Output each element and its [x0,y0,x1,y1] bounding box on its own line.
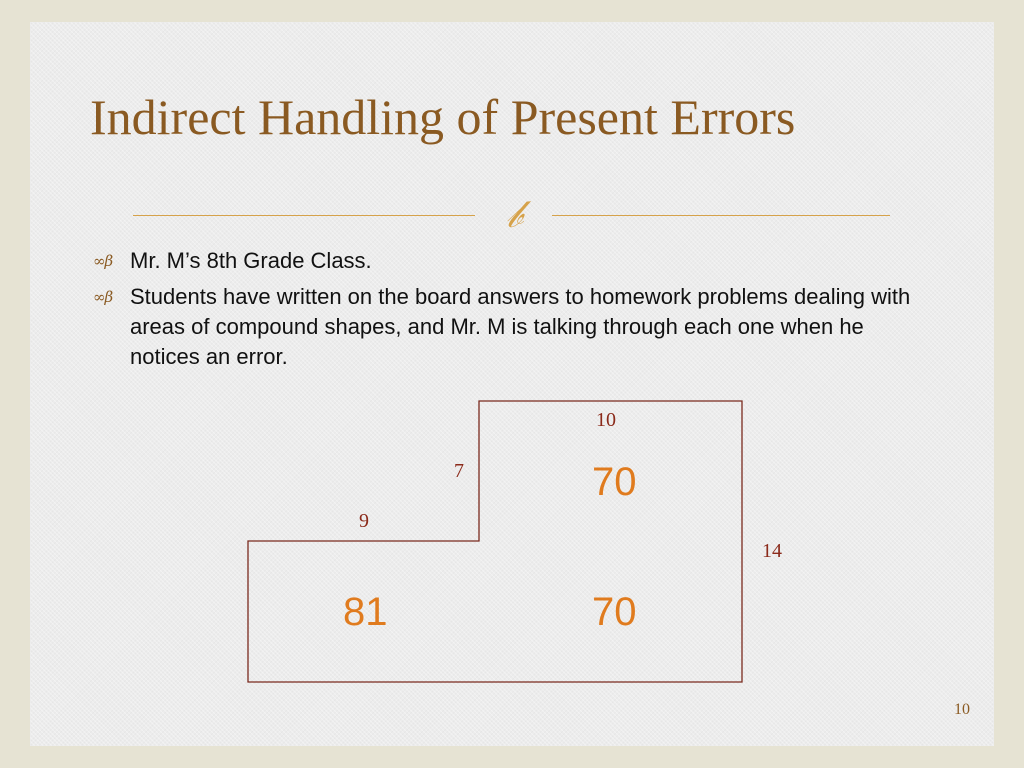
compound-shape-outline [248,401,742,682]
ornament-flourish-icon: 𝒷 [505,192,523,236]
page-number: 10 [954,701,970,718]
area-value-upper-right: 70 [592,460,637,504]
area-value-lower-right: 70 [592,590,637,634]
dimension-label-right-height: 14 [762,540,782,562]
dimension-label-top-width: 10 [596,409,616,431]
ornament-bullet-icon: ∞β [93,252,113,270]
slide-title: Indirect Handling of Present Errors [90,89,796,145]
dimension-label-step-height: 7 [454,460,464,482]
dimension-label-bottom-left-width: 9 [359,510,369,532]
area-value-lower-left: 81 [343,590,388,634]
ornament-bullet-icon: ∞β [93,288,113,306]
bullet-text: Students have written on the board answers to homework problems dealing with areas of compound shapes, and Mr. M is talking through each one when he notices an error. [130,284,911,369]
bullet-text: Mr. M’s 8th Grade Class. [130,248,372,273]
